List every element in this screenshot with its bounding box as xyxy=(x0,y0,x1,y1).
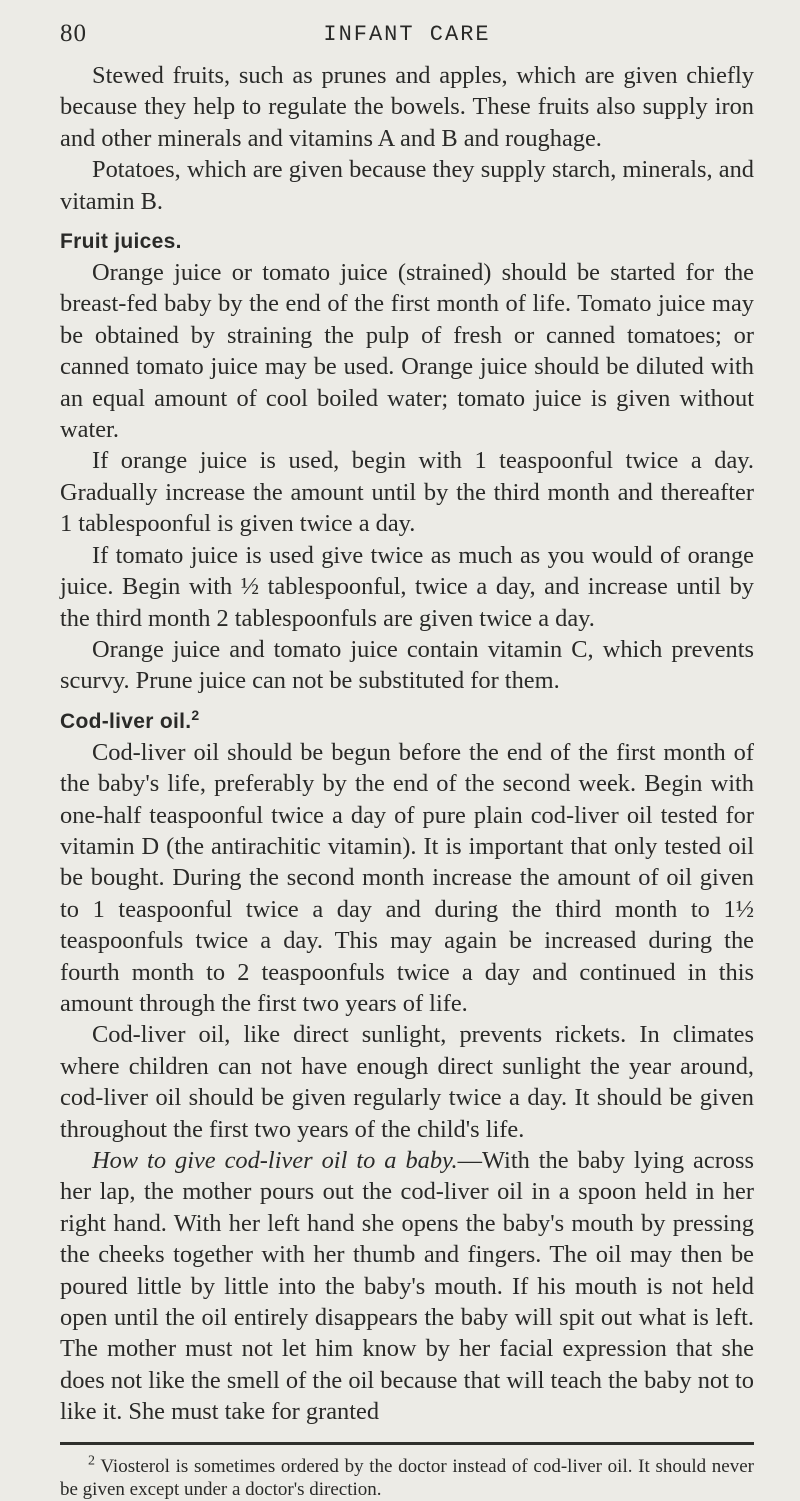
running-title: INFANT CARE xyxy=(323,22,491,47)
paragraph-how-to-give xyxy=(60,1145,754,1428)
footnote-marker: 2 xyxy=(88,1453,95,1469)
heading-cod-liver-oil-text: Cod-liver oil. xyxy=(60,709,192,733)
body-text xyxy=(60,60,754,1428)
paragraph-rickets: Cod-liver oil, like direct sunlight, prevents rickets. In climates where children can not have enough direct sunlight the year around, cod-liver oil should be given regularly twice a day. It should be given throughout the first two years of the child's life. xyxy=(60,1021,754,1143)
paragraph-juice-intro: Orange juice or tomato juice (strained) should be started for the breast-fed baby by the end of the first month of life. Tomato juice may be obtained by straining the pulp of fresh or canned tomatoes; or canned tomato juice may be used. Orange juice should be diluted with an equal amount of cool boiled water; tomato juice is given without water. xyxy=(60,259,754,444)
how-to-give-body: —With the baby lying across her lap, the mother pours out the cod-liver oil in a spoon held in her right hand. With her left hand she opens the baby's mouth by pressing the cheeks together with her thumb and fingers. The oil may then be poured little by little into the baby's mouth. If his mouth is not held open until the oil entirely disappears the baby will spit out what is left. The mother must not let him know by her facial expression that she does not like the smell of the oil because that will teach the baby not to like it. She must take for granted xyxy=(60,1147,754,1426)
footnote xyxy=(60,1455,754,1501)
page-number: 80 xyxy=(60,20,87,47)
how-to-give-lead: How to give cod-liver oil to a baby. xyxy=(92,1147,458,1174)
paragraph-orange-juice-dose: If orange juice is used, begin with 1 teaspoonful twice a day. Gradually increase the amount until by the third month and thereafter 1 tablespoonful is given twice a day. xyxy=(60,447,754,538)
footnote-divider xyxy=(60,1442,754,1445)
heading-cod-liver-oil xyxy=(60,707,754,737)
running-head xyxy=(60,14,754,60)
paragraph-potatoes: Potatoes, which are given because they supply starch, minerals, and vitamin B. xyxy=(60,156,754,215)
paragraph-tomato-juice-dose: If tomato juice is used give twice as much as you would of orange juice. Begin with ½ tablespoonful, twice a day, and increase until by the third month 2 tablespoonfuls are given twice a day. xyxy=(60,541,754,632)
heading-fruit-juices: Fruit juices. xyxy=(60,230,182,254)
paragraph-stewed-fruits: Stewed fruits, such as prunes and apples, which are given chiefly because they help to regulate the bowels. These fruits also supply iron and other minerals and vitamins A and B and roughage. xyxy=(60,62,754,152)
footnote-reference: 2 xyxy=(191,706,200,723)
paragraph-cod-liver-start: Cod-liver oil should be begun before the end of the first month of the baby's life, preferably by the end of the second week. Begin with one-half teaspoonful twice a day of pure plain cod-liver oil tested for vitamin D (the antirachitic vitamin). It is important that only tested oil be bought. During the second month increase the amount of oil given to 1 teaspoonful twice a day and during the third month to 1½ teaspoonfuls twice a day. This may again be increased during the fourth month to 2 teaspoonfuls twice a day and continued in this amount through the first two years of life. xyxy=(60,738,754,1017)
footnote-text: Viosterol is sometimes ordered by the doctor instead of cod-liver oil. It should never be given except under a doctor's direction. xyxy=(60,1455,754,1500)
paragraph-vitamin-c: Orange juice and tomato juice contain vitamin C, which prevents scurvy. Prune juice can not be substituted for them. xyxy=(60,635,754,695)
